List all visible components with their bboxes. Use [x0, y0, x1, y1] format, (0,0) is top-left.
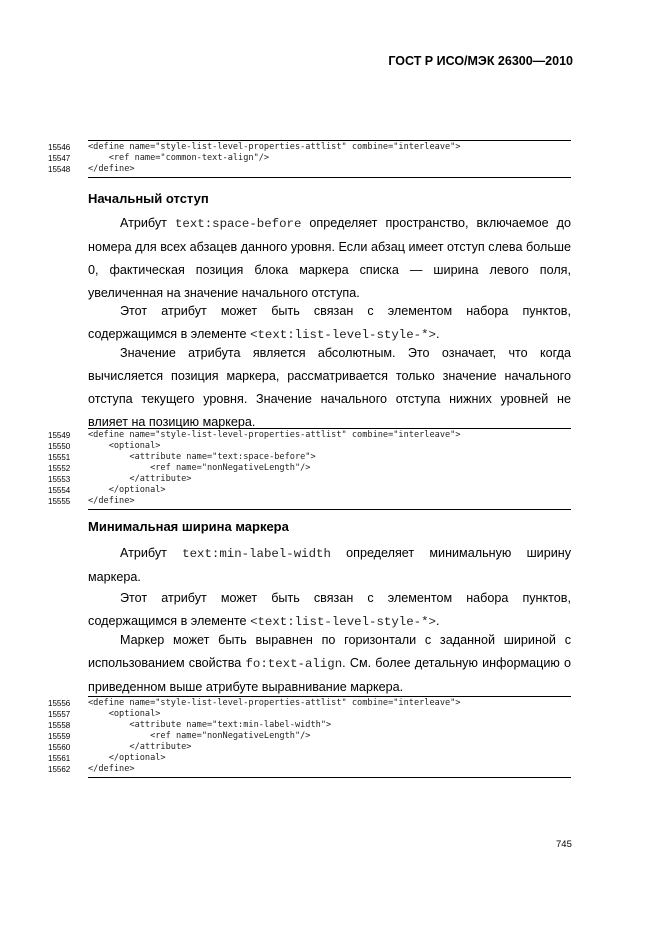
line-number: 15546 — [48, 143, 71, 152]
code-text: <optional> — [88, 709, 161, 719]
code-block-3 — [48, 696, 571, 778]
code-line — [48, 430, 571, 441]
paragraph: Этот атрибут может быть связан с элементом набора пунктов, содержащимся в элементе <text:list-level-style-*>. — [88, 304, 571, 342]
line-number: 15554 — [48, 486, 71, 495]
paragraph: Атрибут text:space-before определяет пространство, включаемое до номера для всех абзацев данного уровня. Если абзац имеет отступ слева больше 0, фактическая позиция блока маркера списка — ширина левого поля, увеличенная на значение начального отступа. — [88, 216, 571, 300]
code-line — [48, 720, 571, 731]
code-block-1 — [48, 140, 571, 178]
line-number: 15552 — [48, 464, 71, 473]
inline-code: text:min-label-width — [182, 547, 331, 561]
code-text: </define> — [88, 764, 135, 774]
paragraph: Маркер может быть выравнен по горизонтали с заданной шириной с использованием свойства fo:text-align. См. более детальную информацию о приведенном выше атрибуте выравнивание маркера. — [88, 633, 571, 694]
code-line — [48, 753, 571, 764]
code-text: <ref name="common-text-align"/> — [88, 153, 270, 163]
inline-code: text:space-before — [174, 217, 302, 231]
line-number: 15547 — [48, 154, 71, 163]
code-line — [48, 731, 571, 742]
line-number: 15561 — [48, 754, 71, 763]
code-text: <attribute name="text:space-before"> — [88, 452, 316, 462]
code-line — [48, 441, 571, 452]
line-number: 15557 — [48, 710, 71, 719]
code-text: </attribute> — [88, 742, 192, 752]
code-line — [48, 463, 571, 474]
code-text: <define name="style-list-level-properties-attlist" combine="interleave"> — [88, 430, 461, 440]
inline-code: <text:list-level-style-*> — [250, 328, 436, 342]
paragraph: Атрибут text:min-label-width определяет минимальную ширину маркера. — [88, 546, 571, 584]
code-text: </define> — [88, 496, 135, 506]
code-text: <define name="style-list-level-properties-attlist" combine="interleave"> — [88, 142, 461, 152]
section-heading-min-label-width: Минимальная ширина маркера — [88, 519, 289, 534]
line-number: 15551 — [48, 453, 71, 462]
paragraph: Этот атрибут может быть связан с элементом набора пунктов, содержащимся в элементе <text:list-level-style-*>. — [88, 591, 571, 629]
code-text: </define> — [88, 164, 135, 174]
code-line — [48, 164, 571, 175]
line-number: 15553 — [48, 475, 71, 484]
code-text: <attribute name="text:min-label-width"> — [88, 720, 332, 730]
code-line — [48, 742, 571, 753]
line-number: 15562 — [48, 765, 71, 774]
code-line — [48, 153, 571, 164]
code-line — [48, 485, 571, 496]
line-number: 15559 — [48, 732, 71, 741]
line-number: 15556 — [48, 699, 71, 708]
code-text: <optional> — [88, 441, 161, 451]
code-text: <ref name="nonNegativeLength"/> — [88, 731, 311, 741]
line-number: 15560 — [48, 743, 71, 752]
code-line — [48, 142, 571, 153]
code-text: <define name="style-list-level-properties-attlist" combine="interleave"> — [88, 698, 461, 708]
inline-code: <text:list-level-style-*> — [250, 615, 436, 629]
inline-code: fo:text-align — [245, 657, 343, 671]
line-number: 15549 — [48, 431, 71, 440]
section-heading-start-indent: Начальный отступ — [88, 191, 209, 206]
code-line — [48, 452, 571, 463]
page-number: 745 — [556, 839, 572, 850]
code-line — [48, 698, 571, 709]
line-number: 15558 — [48, 721, 71, 730]
line-number: 15548 — [48, 165, 71, 174]
paragraph: Значение атрибута является абсолютным. Это означает, что когда вычисляется позиция маркера, рассматривается только значение начального отступа текущего уровня. Значение начального отступа нижних уровней не влияет на позицию маркера. — [88, 346, 571, 429]
code-line — [48, 764, 571, 775]
code-text: </optional> — [88, 485, 166, 495]
code-text: <ref name="nonNegativeLength"/> — [88, 463, 311, 473]
code-line — [48, 709, 571, 720]
line-number: 15550 — [48, 442, 71, 451]
line-number: 15555 — [48, 497, 71, 506]
code-text: </optional> — [88, 753, 166, 763]
code-block-2 — [48, 428, 571, 510]
document-header: ГОСТ Р ИСО/МЭК 26300—2010 — [388, 54, 573, 68]
code-line — [48, 496, 571, 507]
code-line — [48, 474, 571, 485]
code-text: </attribute> — [88, 474, 192, 484]
